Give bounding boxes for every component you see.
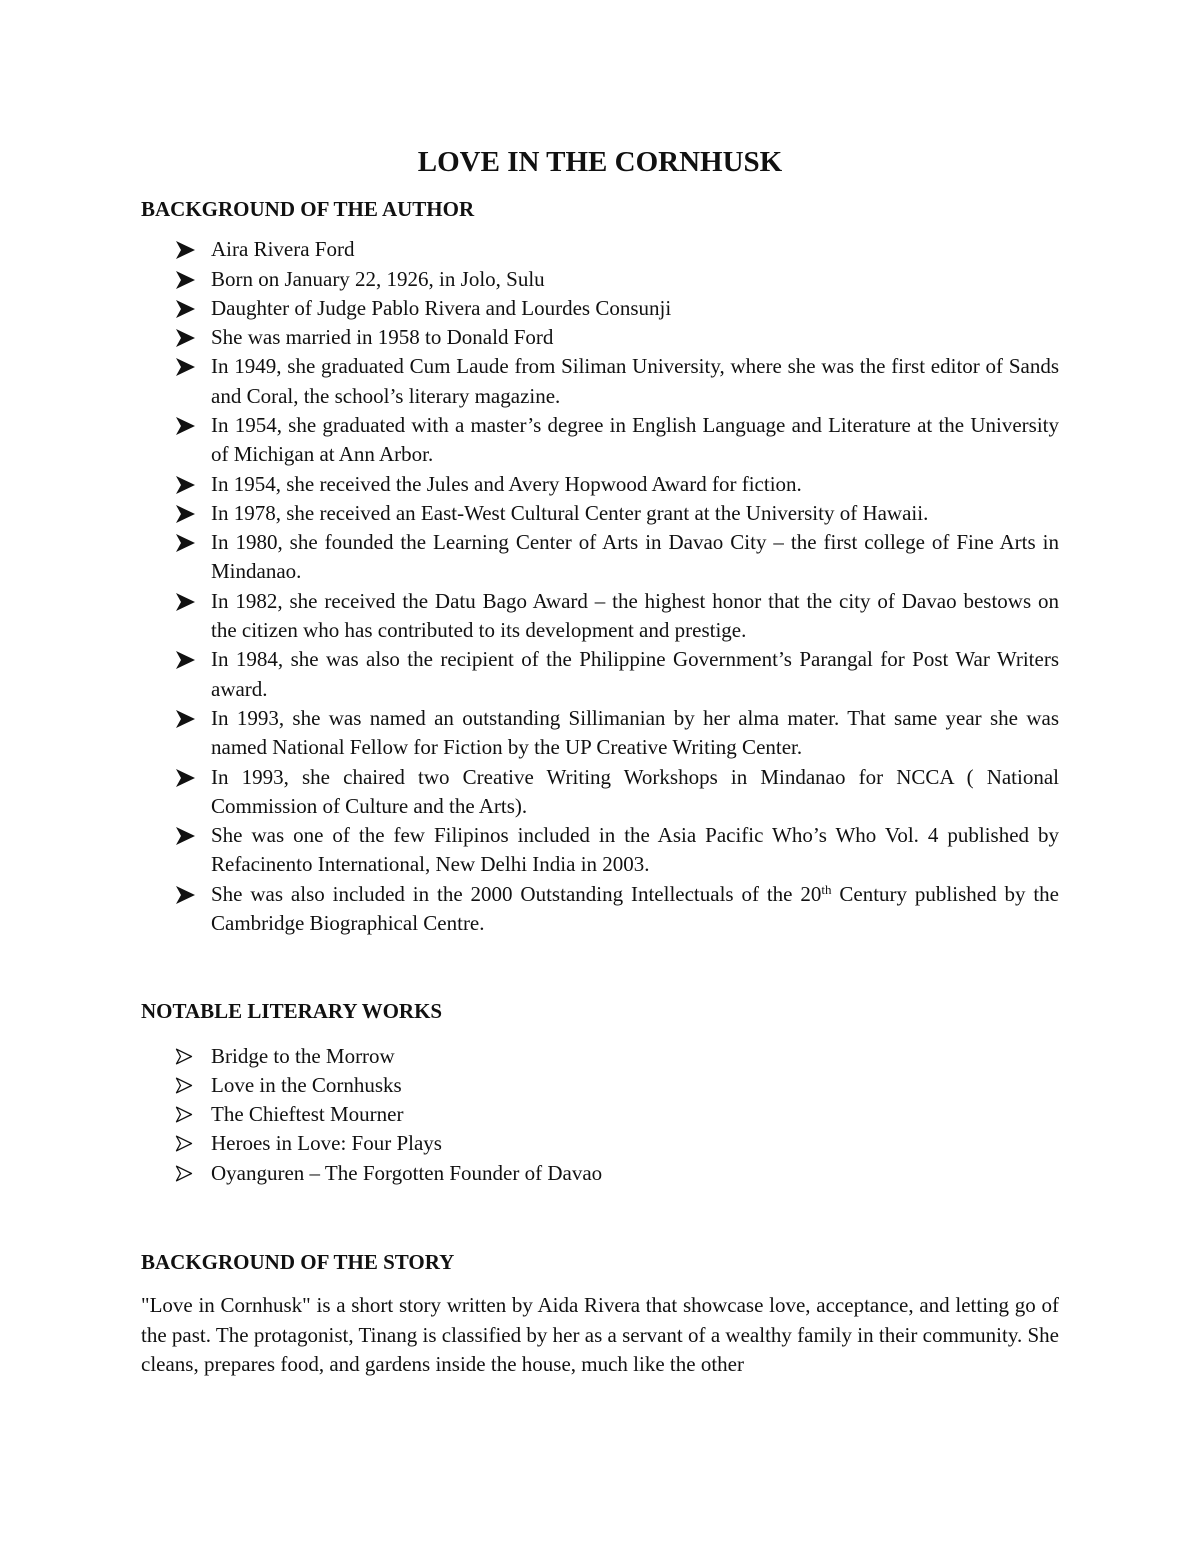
list-item	[141, 528, 1059, 587]
arrow-bullet-icon	[175, 294, 197, 323]
author-background-list	[141, 235, 1059, 938]
outline-arrow-bullet-icon	[175, 1042, 197, 1071]
list-item-text: In 1978, she received an East-West Cultural Center grant at the University of Hawaii.	[211, 500, 929, 525]
arrow-bullet-icon	[175, 235, 197, 264]
list-item	[141, 821, 1059, 880]
list-item	[141, 1100, 1059, 1129]
arrow-bullet-icon	[175, 645, 197, 674]
list-item-text: Aira Rivera Ford	[211, 237, 355, 262]
list-item-text: She was married in 1958 to Donald Ford	[211, 325, 554, 350]
outline-arrow-bullet-icon	[175, 1129, 197, 1158]
list-item	[141, 352, 1059, 411]
works-section-heading: NOTABLE LITERARY WORKS	[141, 999, 443, 1024]
list-item-text: In 1993, she chaired two Creative Writing Workshops in Mindanao for NCCA ( National Commission of Culture and the Arts).	[211, 764, 1059, 818]
arrow-bullet-icon	[175, 499, 197, 528]
superscript-th: th	[821, 881, 832, 897]
arrow-bullet-icon	[175, 470, 197, 499]
arrow-bullet-icon	[175, 821, 197, 850]
list-item-text: Oyanguren – The Forgotten Founder of Davao	[211, 1160, 603, 1185]
list-item-text: Bridge to the Morrow	[211, 1043, 395, 1068]
list-item	[141, 587, 1059, 646]
list-item	[141, 411, 1059, 470]
list-item-text: In 1980, she founded the Learning Center of Arts in Davao City – the first college of Fine Arts in Mindanao.	[211, 530, 1059, 584]
list-item-text: Heroes in Love: Four Plays	[211, 1131, 442, 1156]
list-item-text: Born on January 22, 1926, in Jolo, Sulu	[211, 266, 545, 291]
list-item-text: The Chieftest Mourner	[211, 1102, 404, 1127]
story-paragraph: "Love in Cornhusk" is a short story written by Aida Rivera that showcase love, acceptance, and letting go of the past. The protagonist, Tinang is classified by her as a servant of a wealthy family in their community. She cleans, prepares food, and gardens inside the house, much like the other	[141, 1293, 1059, 1376]
list-item-text: In 1954, she received the Jules and Avery Hopwood Award for fiction.	[211, 471, 802, 496]
document-title: LOVE IN THE CORNHUSK	[417, 146, 783, 178]
arrow-bullet-icon	[175, 880, 197, 909]
literary-works-list	[141, 1042, 1059, 1188]
list-item	[141, 265, 1059, 294]
list-item	[141, 499, 1059, 528]
outline-arrow-bullet-icon	[175, 1100, 197, 1129]
arrow-bullet-icon	[175, 352, 197, 381]
list-item	[141, 1129, 1059, 1158]
list-item-text: In 1984, she was also the recipient of the Philippine Government’s Parangal for Post War Writers award.	[211, 647, 1059, 701]
list-item	[141, 645, 1059, 704]
author-section-heading: BACKGROUND OF THE AUTHOR	[141, 197, 475, 221]
list-item	[141, 880, 1059, 939]
list-item-text: Love in the Cornhusks	[211, 1072, 402, 1097]
list-item-text: In 1949, she graduated Cum Laude from Siliman University, where she was the first editor of Sands and Coral, the school’s literary magazine.	[211, 354, 1059, 408]
list-item	[141, 1071, 1059, 1100]
document-page	[141, 138, 1059, 1379]
arrow-bullet-icon	[175, 528, 197, 557]
list-item-text: Daughter of Judge Pablo Rivera and Lourdes Consunji	[211, 295, 672, 320]
arrow-bullet-icon	[175, 763, 197, 792]
list-item-text: In 1954, she graduated with a master’s degree in English Language and Literature at the University of Michigan at Ann Arbor.	[211, 412, 1059, 467]
outline-arrow-bullet-icon	[175, 1071, 197, 1100]
story-section-heading: BACKGROUND OF THE STORY	[141, 1250, 455, 1275]
arrow-bullet-icon	[175, 704, 197, 733]
list-item	[141, 1042, 1059, 1071]
list-item-text: She was one of the few Filipinos included in the Asia Pacific Who’s Who Vol. 4 published by Refacinento International, New Delhi India in 2003.	[211, 823, 1059, 877]
list-item	[141, 323, 1059, 352]
list-item-text: In 1993, she was named an outstanding Sillimanian by her alma mater. That same year she was named National Fellow for Fiction by the UP Creative Writing Center.	[211, 705, 1059, 760]
list-item	[141, 470, 1059, 499]
list-item	[141, 704, 1059, 763]
list-item	[141, 763, 1059, 822]
arrow-bullet-icon	[175, 587, 197, 616]
list-item	[141, 294, 1059, 323]
list-item-text: She was also included in the 2000 Outstanding Intellectuals of the 20th Century published by the Cambridge Biographical Centre.	[211, 881, 1060, 936]
list-item	[141, 235, 1059, 264]
list-item	[141, 1159, 1059, 1188]
arrow-bullet-icon	[175, 323, 197, 352]
outline-arrow-bullet-icon	[175, 1159, 197, 1188]
arrow-bullet-icon	[175, 411, 197, 440]
arrow-bullet-icon	[175, 265, 197, 294]
list-item-text: In 1982, she received the Datu Bago Award – the highest honor that the city of Davao bestows on the citizen who has contributed to its development and prestige.	[211, 588, 1059, 643]
